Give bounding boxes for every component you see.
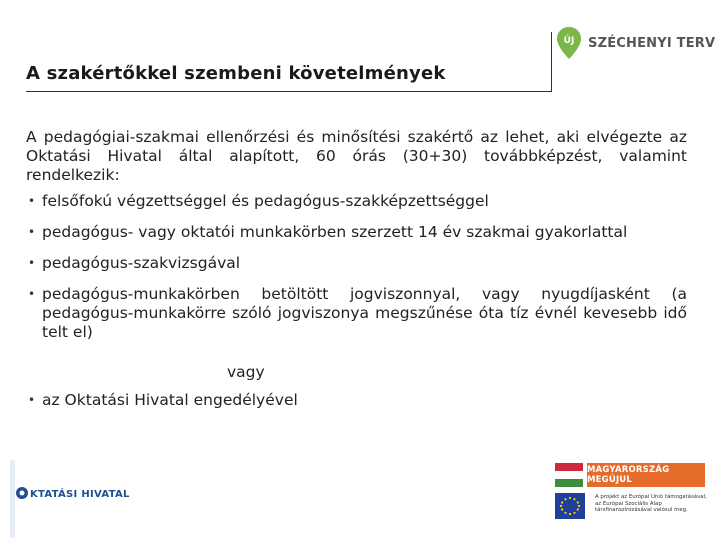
- list-item: • az Oktatási Hivatal engedélyével: [26, 391, 687, 410]
- eu-flag-icon: [555, 493, 585, 519]
- list-item: • pedagógus-szakvizsgával: [26, 254, 687, 273]
- title-divider: [551, 32, 552, 92]
- requirements-list: [26, 192, 687, 354]
- eu-funding-logo: [555, 493, 705, 523]
- list-item: • pedagógus-munkakörben betöltött jogviszonnyal, vagy nyugdíjasként (a pedagógus-munkakörre szóló jogviszonya megszűnése óta tíz évnél kevesebb idő telt el): [26, 285, 687, 342]
- szechenyi-logo-text: SZÉCHENYI TERV: [588, 35, 716, 51]
- title-underline: [26, 91, 552, 92]
- mm-banner-text: MAGYARORSZÁG MEGÚJUL: [587, 463, 705, 487]
- hungarian-flag-icon: [555, 463, 583, 487]
- list-item: • felsőfokú végzettséggel és pedagógus-szakképzettséggel: [26, 192, 687, 211]
- alternative-list: [26, 391, 687, 410]
- list-item: • pedagógus- vagy oktatói munkakörben szerzett 14 év szakmai gyakorlattal: [26, 223, 687, 242]
- separator-text: vagy: [227, 363, 265, 381]
- szechenyi-pin-icon: [556, 26, 582, 60]
- eu-funding-text: A projekt az Európai Unió támogatásával, az Európai Szociális Alap társfinanszírozásával valósul meg.: [595, 494, 707, 514]
- szechenyi-badge: ÚJ: [563, 36, 575, 46]
- intro-paragraph: A pedagógiai-szakmai ellenőrzési és minősítési szakértő az lehet, aki elvégezte az Oktatási Hivatal által alapított, 60 órás (30+30) továbbképzést, valamint rendelkezik:: [26, 128, 687, 184]
- oktatasi-hivatal-text: KTATÁSI HIVATAL: [30, 489, 130, 500]
- magyarorszag-megujul-logo: [555, 463, 705, 487]
- page-title: A szakértőkkel szembeni követelmények: [26, 63, 446, 84]
- szechenyi-terv-logo: [556, 26, 715, 60]
